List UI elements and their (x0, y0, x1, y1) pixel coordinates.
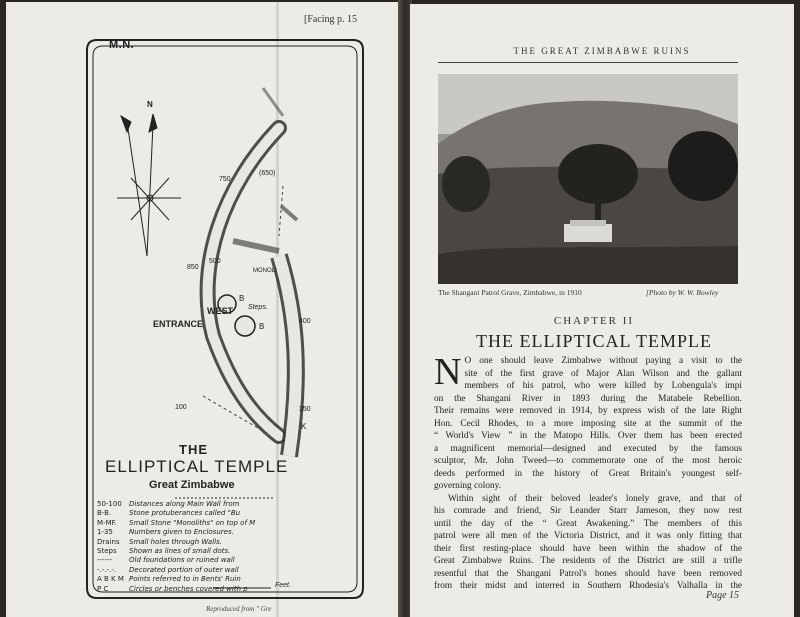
legend-desc: Points referred to in Bents' Ruin (129, 575, 241, 584)
legend-desc: Circles or benches covered with p (129, 584, 248, 593)
right-page-text (410, 4, 794, 617)
map-title-main: ELLIPTICAL TEMPLE (105, 457, 289, 476)
body-text (434, 351, 742, 593)
text-line: his comrade and friend, Sir Leander Starr Jameson, they now rest (434, 506, 742, 516)
text-line: Their remains were removed in 1914, by express wish of the late Right (434, 406, 742, 416)
legend-row (97, 547, 279, 556)
text-line: governing colony. (434, 481, 502, 491)
map-north-label-mn: M.N. (109, 39, 135, 51)
text-line: sculptor, Mr. John Tweed—to commemorate one of the most heroic (434, 456, 742, 466)
legend-key: B-B. (97, 509, 112, 518)
reproduced-credit: Reproduced from " Gre (206, 605, 272, 613)
legend-key: 1-35 (97, 528, 113, 537)
facing-page-label: [Facing p. 15 (304, 14, 358, 25)
number-500: 500 (209, 258, 221, 265)
number-100: 100 (175, 404, 187, 411)
photo-credit: [Photo by W. W. Bowley (646, 288, 719, 297)
b-label: B (239, 294, 245, 303)
text-line: Hon. Cecil Rhodes, to a more imposing site at the summit of the (434, 418, 742, 429)
legend-desc: Shown as lines of small dots. (129, 546, 231, 555)
legend-key: ------ (97, 556, 113, 565)
text-line: from their midst and interred in Southern Rhodesia's Valhalla in the (434, 581, 742, 591)
steps-label: Steps. (248, 304, 268, 311)
legend-row (97, 528, 279, 537)
legend-key: -.-.-.-. (97, 565, 117, 574)
text-line: until the day of the “ Great Awakening.” The members of this (434, 518, 742, 529)
chapter-label: CHAPTER II (553, 315, 635, 327)
map-north-label-n: N (147, 100, 154, 109)
text-line: Within sight of their beloved leader's lonely grave, and that of (448, 493, 742, 504)
west-entrance-label: WEST (207, 306, 233, 316)
number-850: 850 (187, 264, 199, 271)
legend-row (97, 538, 279, 547)
legend-key: Drains (97, 537, 120, 546)
monoliths-label: MONOLI (253, 268, 277, 274)
text-line: members of his patrol, who were killed by Lobengula's impi (464, 381, 742, 391)
legend-desc: Old foundations or ruined wall (129, 556, 235, 565)
text-line: “ World's View ” in the Matopo Hills. Over them has been erected (434, 431, 742, 441)
map-title-sub: Great Zimbabwe (149, 479, 235, 491)
text-line: a magnificent memorial—designed and executed by the famous (434, 443, 742, 454)
text-line: patrol were all men of the Victoria District, and it was only fitting that (434, 531, 742, 541)
legend-desc: Small Stone "Monoliths" on top of M (129, 518, 256, 527)
legend-desc: Decorated portion of outer wall (129, 565, 239, 574)
number-350: 350 (299, 406, 311, 413)
compass-rose-icon (117, 114, 181, 256)
legend-row (97, 509, 279, 518)
text-line: Great Zimbabwe Ruins. The residents of the District are still a trifle (434, 556, 742, 566)
legend-key: A B K M (97, 575, 124, 584)
text-line: O one should leave Zimbabwe without paying a visit to the (464, 356, 742, 366)
legend-key: 50-100 (97, 500, 122, 508)
legend-desc: Stone protuberances called "Bu (129, 509, 241, 518)
legend-row (97, 575, 279, 584)
legend-row (97, 585, 279, 594)
legend-row (97, 500, 279, 509)
page-number: Page 15 (706, 590, 740, 601)
text-line: deeds performed in the history of Great Britain's youngest self- (434, 468, 742, 479)
map-legend (97, 500, 279, 594)
legend-desc: Distances along Main Wall from (129, 500, 240, 508)
photo-image (438, 74, 738, 284)
legend-row (97, 519, 279, 528)
legend-key: M-MF. (97, 518, 117, 527)
legend-key: P C (97, 584, 109, 593)
text-line: site of the first grave of Major Alan Wilson and the gallant (464, 368, 742, 379)
text-line: on the Shangani River in 1893 during the Matabele Rebellion. (434, 393, 742, 404)
k-label: K (301, 422, 307, 431)
running-head: THE GREAT ZIMBABWE RUINS (513, 46, 691, 56)
legend-row (97, 566, 279, 575)
entrance-label: ENTRANCE (153, 319, 204, 329)
photo-caption: The Shangani Patrol Grave, Zimbabwe, in 1910 (438, 288, 582, 297)
map-title-the: THE (179, 442, 208, 457)
number-400: 400 (299, 318, 311, 325)
legend-key: Steps (97, 546, 117, 555)
chapter-title: THE ELLIPTICAL TEMPLE (476, 331, 712, 351)
scale-label: Feet. (275, 582, 291, 589)
b-label-2: B (259, 322, 265, 331)
map-plate-frame (83, 36, 367, 602)
header-rule (438, 62, 738, 63)
number-750: 750 (219, 176, 231, 183)
legend-desc: Small holes through Walls. (129, 537, 222, 546)
text-line: resentful that the Shangani Patrol's bones should have been removed (434, 568, 742, 579)
text-line: their first resting-place should have been within the shadow of the (434, 543, 742, 554)
shangani-grave-photo (438, 74, 738, 284)
legend-desc: Numbers given to Enclosures. (129, 528, 234, 537)
number-650: (650) (259, 170, 276, 177)
drop-cap: N (434, 351, 462, 393)
legend-row (97, 556, 279, 565)
left-page-map-plate (6, 2, 406, 617)
